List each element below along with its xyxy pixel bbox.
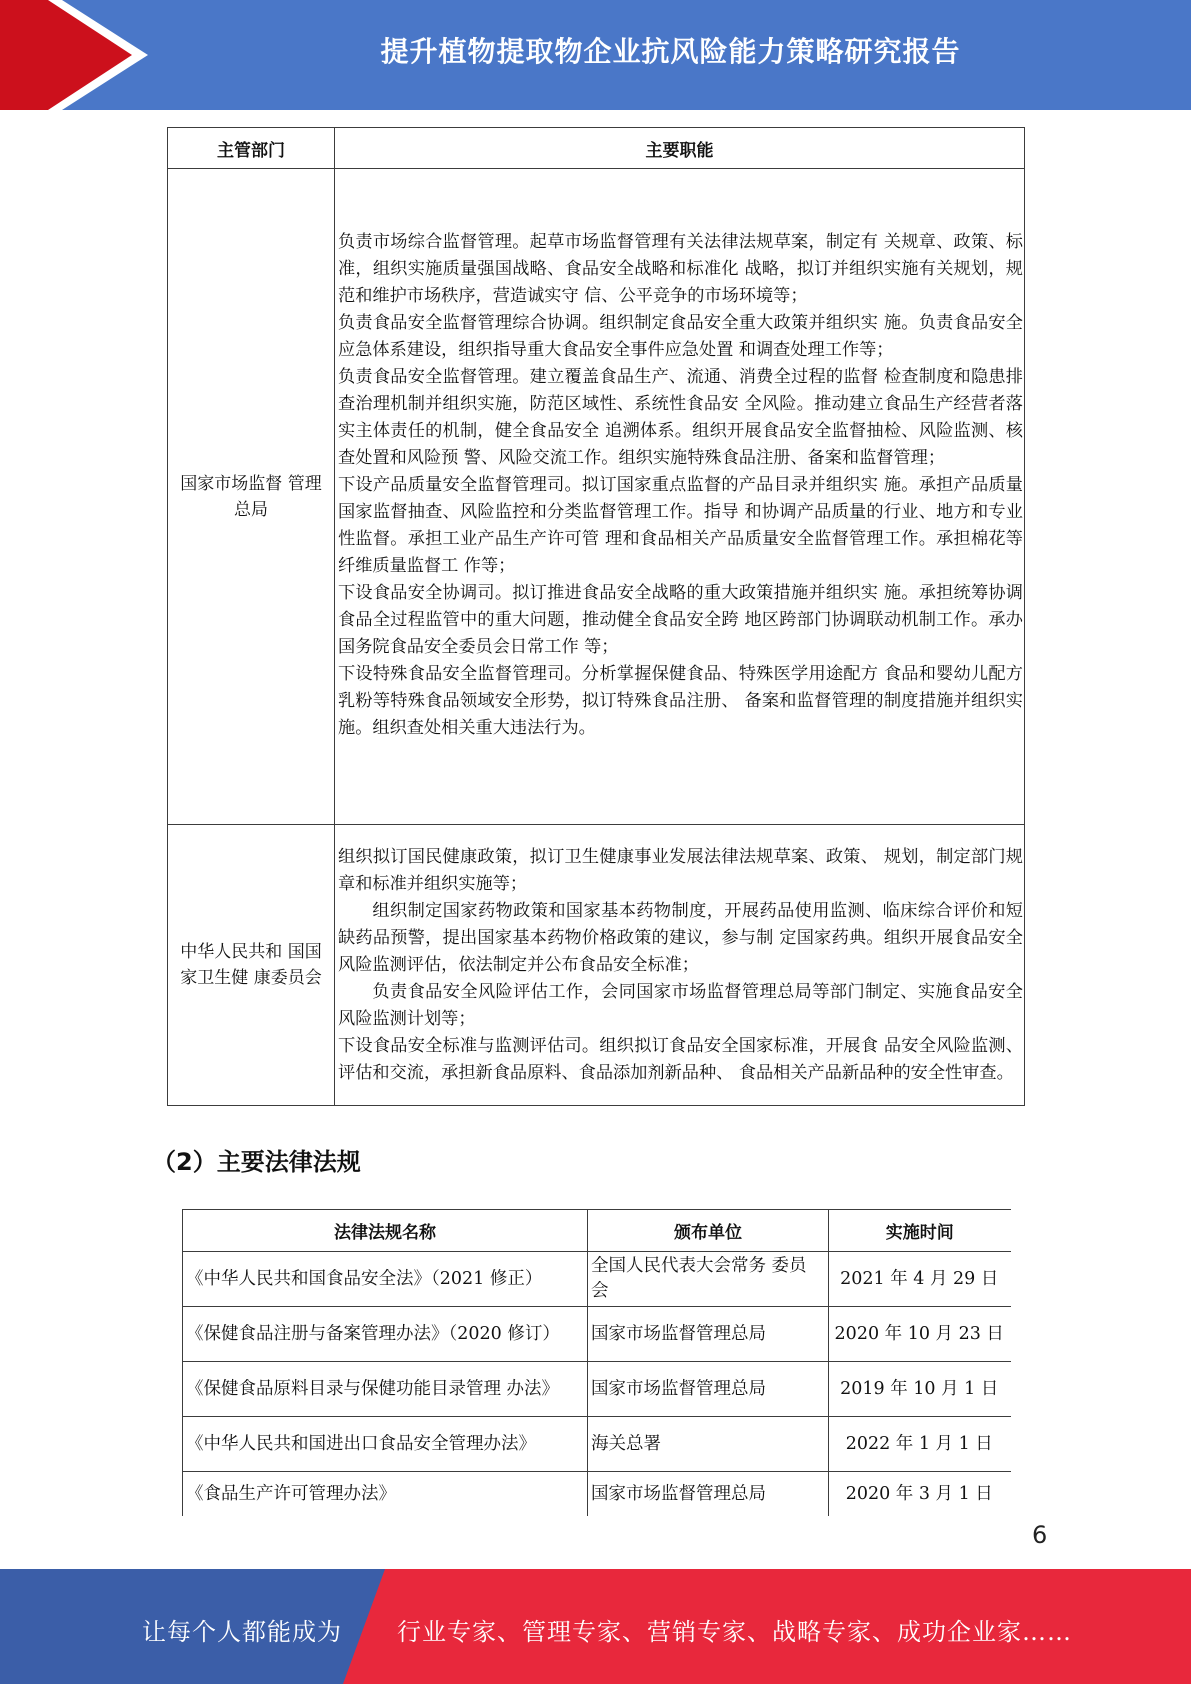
- section-heading: （2）主要法律法规: [152, 1148, 361, 1176]
- column-header-dept: 主管部门: [168, 128, 335, 169]
- table-row: [168, 825, 1025, 1106]
- law-name: 《中华人民共和国进出口食品安全管理办法》: [183, 1417, 588, 1472]
- dept-name: 国家市场监督 管理总局: [168, 169, 335, 825]
- duty-paragraph: 负责食品安全监督管理综合协调。组织制定食品安全重大政策并组织实 施。负责食品安全应急体系建设，组织指导重大食品安全事件应急处置 和调查处理工作等；: [338, 313, 1023, 360]
- law-name: 《中华人民共和国食品安全法》（2021 修正）: [183, 1252, 588, 1307]
- footer-slogan-left: 让每个人都能成为: [142, 1618, 342, 1646]
- page-header: [0, 0, 1191, 110]
- table-row: [168, 169, 1025, 825]
- law-date: 2021 年 4 月 29 日: [829, 1252, 1011, 1307]
- dept-name: 中华人民共和 国国家卫生健 康委员会: [168, 825, 335, 1106]
- law-date: 2019 年 10 月 1 日: [829, 1362, 1011, 1417]
- table-header-row: [168, 128, 1025, 169]
- law-date: 2022 年 1 月 1 日: [829, 1417, 1011, 1472]
- dept-duties: [335, 169, 1025, 825]
- duty-paragraph: 下设食品安全标准与监测评估司。组织拟订食品安全国家标准，开展食 品安全风险监测、评估和交流，承担新食品原料、食品添加剂新品种、 食品相关产品新品种的安全性审查。: [338, 1035, 1023, 1083]
- law-issuer: 国家市场监督管理总局: [588, 1307, 829, 1362]
- table-row: [183, 1307, 1011, 1362]
- table-row: [183, 1362, 1011, 1417]
- column-header-law-name: 法律法规名称: [183, 1210, 588, 1252]
- department-duties-table: [167, 127, 1025, 1106]
- laws-table: [182, 1209, 1011, 1516]
- duty-paragraph: 负责市场综合监督管理。起草市场监督管理有关法律法规草案，制定有 关规章、政策、标准，组织实施质量强国战略、食品安全战略和标准化 战略，拟订并组织实施有关规划，规范和维护市场秩序，营造诚实守 信、公平竞争的市场环境等；: [338, 232, 1023, 306]
- column-header-issuer: 颁布单位: [588, 1210, 829, 1252]
- duty-paragraph: 下设产品质量安全监督管理司。拟订国家重点监督的产品目录并组织实 施。承担产品质量国家监督抽查、风险监控和分类监督管理工作。指导 和协调产品质量的行业、地方和专业性监督。承担工业产品生产许可管 理和食品相关产品质量安全监督管理工作。承担棉花等纤维质量监督工 作等；: [338, 475, 1023, 576]
- law-name: 《食品生产许可管理办法》: [183, 1472, 588, 1517]
- column-header-duties: 主要职能: [335, 128, 1025, 169]
- duty-paragraph: 负责食品安全风险评估工作，会同国家市场监督管理总局等部门制定、实施食品安全风险监测计划等；: [338, 981, 1023, 1029]
- law-date: 2020 年 10 月 23 日: [829, 1307, 1011, 1362]
- law-date: 2020 年 3 月 1 日: [829, 1472, 1011, 1517]
- duty-paragraph: 组织拟订国民健康政策，拟订卫生健康事业发展法律法规草案、政策、 规划，制定部门规章和标准并组织实施等；: [338, 846, 1023, 894]
- law-issuer: 海关总署: [588, 1417, 829, 1472]
- page-number: 6: [1032, 1521, 1048, 1549]
- duty-paragraph: 组织制定国家药物政策和国家基本药物制度，开展药品使用监测、临床综合评价和短缺药品预警，提出国家基本药物价格政策的建议，参与制 定国家药典。组织开展食品安全风险监测评估，依法制定并公布食品安全标准；: [338, 900, 1023, 975]
- table-header-row: [183, 1210, 1011, 1252]
- law-name: 《保健食品原料目录与保健功能目录管理 办法》: [183, 1362, 588, 1417]
- duty-paragraph: 下设特殊食品安全监督管理司。分析掌握保健食品、特殊医学用途配方 食品和婴幼儿配方乳粉等特殊食品领域安全形势，拟订特殊食品注册、 备案和监督管理的制度措施并组织实施。组织查处相关重大违法行为。: [338, 664, 1023, 738]
- page-footer: [0, 1569, 1191, 1684]
- duty-paragraph: 负责食品安全监督管理。建立覆盖食品生产、流通、消费全过程的监督 检查制度和隐患排查治理机制并组织实施，防范区域性、系统性食品安 全风险。推动建立食品生产经营者落实主体责任的机制，健全食品安全 追溯体系。组织开展食品安全监督抽检、风险监测、核查处置和风险预 警、风险交流工作。组织实施特殊食品注册、备案和监督管理；: [338, 367, 1023, 468]
- table-row: [183, 1252, 1011, 1307]
- duty-paragraph: 下设食品安全协调司。拟订推进食品安全战略的重大政策措施并组织实 施。承担统筹协调食品全过程监管中的重大问题，推动健全食品安全跨 地区跨部门协调联动机制工作。承办国务院食品安全委员会日常工作 等；: [338, 583, 1023, 657]
- table-row: [183, 1472, 1011, 1517]
- table-row: [183, 1417, 1011, 1472]
- law-issuer: 国家市场监督管理总局: [588, 1472, 829, 1517]
- dept-duties: [335, 825, 1025, 1106]
- law-issuer: 全国人民代表大会常务 委员会: [588, 1252, 829, 1307]
- report-title: 提升植物提取物企业抗风险能力策略研究报告: [380, 35, 961, 68]
- law-name: 《保健食品注册与备案管理办法》（2020 修订）: [183, 1307, 588, 1362]
- column-header-effective-date: 实施时间: [829, 1210, 1011, 1252]
- footer-slogan-right: 行业专家、管理专家、营销专家、战略专家、成功企业家……: [397, 1618, 1072, 1646]
- header-arrow-decoration: [0, 0, 160, 110]
- law-issuer: 国家市场监督管理总局: [588, 1362, 829, 1417]
